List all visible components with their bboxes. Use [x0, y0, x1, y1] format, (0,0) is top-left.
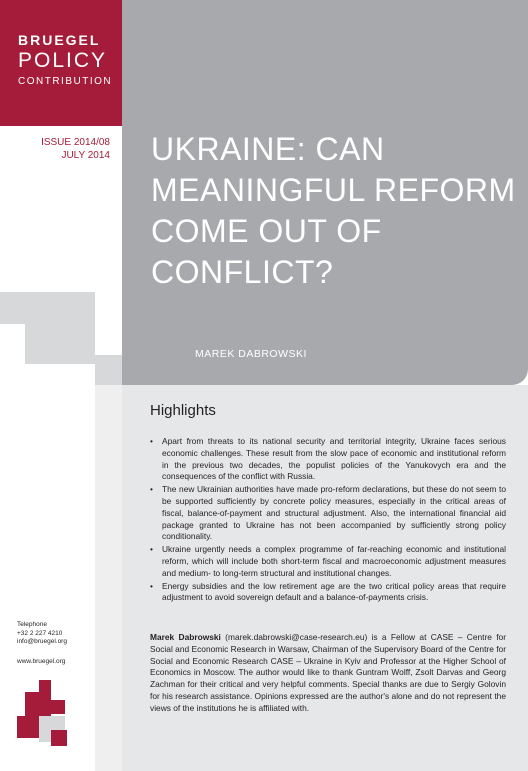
- bullet-icon: •: [150, 580, 153, 591]
- brand-block: [0, 0, 122, 126]
- author-bio: [150, 632, 506, 715]
- decor-square: [0, 292, 95, 324]
- bio-text: (marek.dabrowski@case-research.eu) is a Fellow at CASE – Centre for Social and Economic Research in Warsaw, Chairman of the Supervisory Board of the Centre for Social and Economic Research CASE – Ukraine in Kyiv and Professor at the Higher School of Economics in Moscow. The author would like to thank Guntram Wolff, Zsolt Darvas and Georg Zachman for their critical and very helpful comments. Special thanks are due to Sergiy Golovin for his research assistance. Opinions expressed are the author's alone and do not represent the views of the institutions he is affiliated with.: [150, 632, 506, 713]
- report-title: UKRAINE: CAN MEANINGFUL REFORM COME OUT OF CONFLICT?: [151, 131, 516, 290]
- highlight-text: Energy subsidies and the low retirement age are the two critical policy areas that require adjustment to avoid sovereign default and a balance-of-payments crisis.: [162, 580, 506, 603]
- author-name: MAREK DABROWSKI: [195, 348, 307, 360]
- brand-line-2: POLICY: [18, 49, 108, 72]
- issue-date: JULY 2014: [61, 150, 110, 161]
- decor-strip: [95, 385, 122, 771]
- issue-info: [41, 136, 110, 162]
- telephone-number: +32 2 227 4210: [17, 629, 63, 637]
- brand-line-1: BRUEGEL: [18, 32, 101, 48]
- highlight-text: The new Ukrainian authorities have made pro-reform declarations, but these do not seem to be supported sufficiently by concrete policy measures, especially in the critical areas of fiscal, balance-of-payment and structural adjustment. Also, the international financial aid package granted to Ukraine has not been accompanied by sufficiently strong policy conditionality.: [162, 484, 506, 542]
- highlights-list: [150, 436, 506, 605]
- bio-name: Marek Dabrowski: [150, 632, 221, 642]
- brand-line-3: CONTRIBUTION: [18, 76, 113, 87]
- bullet-icon: •: [150, 484, 153, 495]
- highlight-text: Apart from threats to its national security and territorial integrity, Ukraine faces serious economic challenges. These result from the slow pace of economic and institutional reform in the previous two decades, the populist policies of the Yanukovych era and the consequences of the conflict with Russia.: [162, 436, 506, 482]
- issue-number: ISSUE 2014/08: [41, 137, 110, 148]
- highlights-heading: Highlights: [150, 402, 216, 419]
- list-item: [150, 436, 506, 483]
- list-item: [150, 581, 506, 605]
- bullet-icon: •: [150, 436, 153, 446]
- list-item: [150, 484, 506, 543]
- contact-info: [17, 621, 67, 647]
- highlight-text: Ukraine urgently needs a complex programme of far-reaching economic and institutional reform, which will include both short-term fiscal and macroeconomic adjustment measures and medium- to long-term structural and institutional changes.: [162, 544, 506, 578]
- bruegel-logo-icon: [17, 680, 77, 750]
- bullet-icon: •: [150, 544, 153, 555]
- email-link[interactable]: info@bruegel.org: [17, 638, 67, 645]
- website-link[interactable]: www.bruegel.org: [17, 658, 66, 665]
- telephone-label: Telephone: [17, 621, 47, 628]
- decor-square: [95, 355, 122, 385]
- list-item: [150, 544, 506, 579]
- decor-square: [25, 324, 95, 364]
